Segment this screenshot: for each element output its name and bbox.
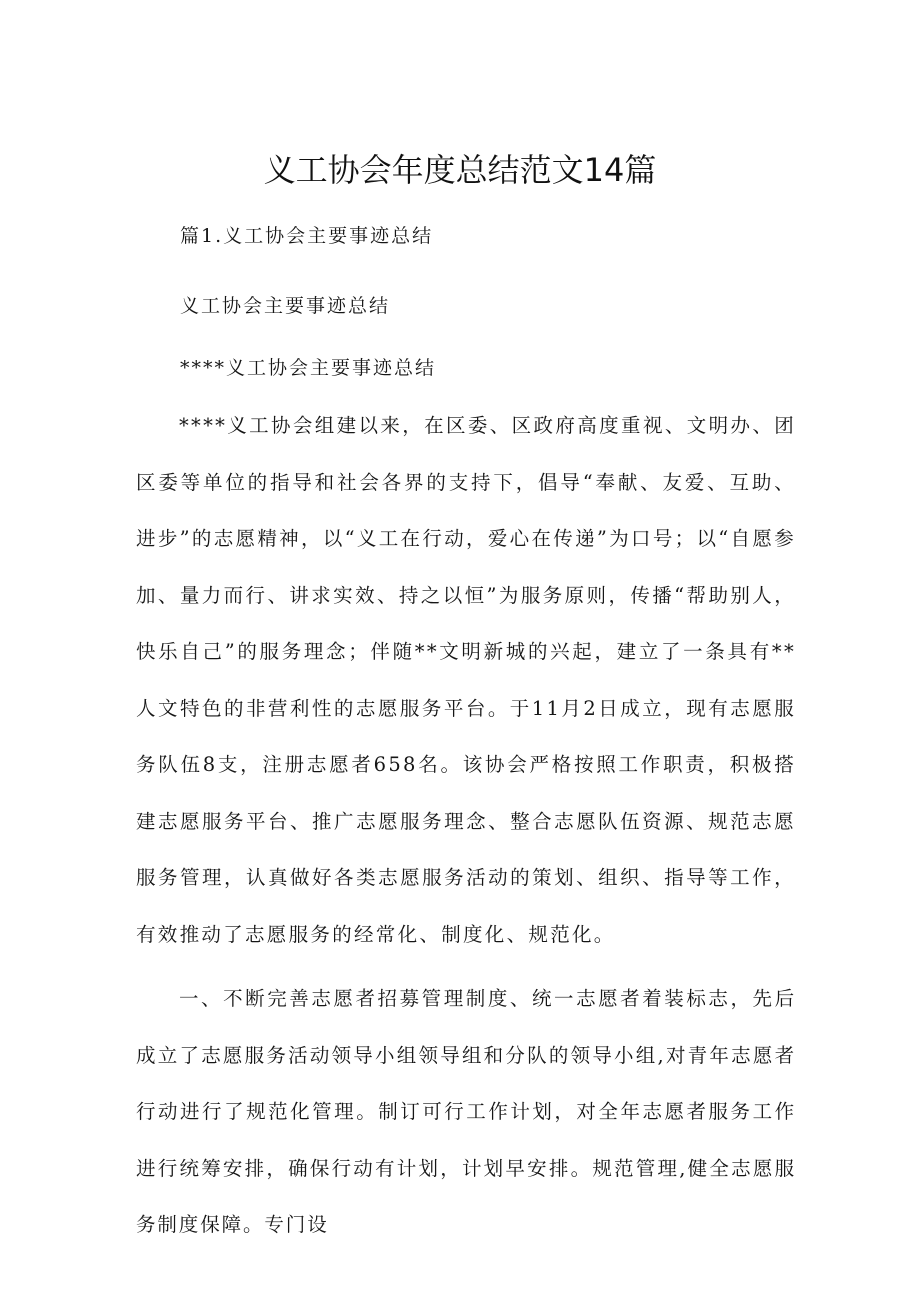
paragraph-section-1: 一、不断完善志愿者招募管理制度、统一志愿者着装标志，先后成立了志愿服务活动领导小组领导组和分队的领导小组,对青年志愿者行动进行了规范化管理。制订可行工作计划，对全年志愿者服务工作进行统筹安排，确保行动有计划，计划早安排。规范管理,健全志愿服务制度保障。专门设 [136,987,796,1236]
document-title: 义工协会年度总结范文14篇 [263,151,657,189]
section-heading: 篇1.义工协会主要事迹总结 [180,225,434,247]
paragraph-intro: ****义工协会组建以来，在区委、区政府高度重视、文明办、团区委等单位的指导和社会各界的支持下，倡导“奉献、友爱、互助、进步”的志愿精神，以“义工在行动，爱心在传递”为口号；以“自愿参加、量力而行、讲求实效、持之以恒”为服务原则，传播“帮助别人，快乐自己”的服务理念；伴随**文明新城的兴起，建立了一条具有**人文特色的非营利性的志愿服务平台。于11月2日成立，现有志愿服务队伍8支，注册志愿者658名。该协会严格按照工作职责，积极搭建志愿服务平台、推广志愿服务理念、整合志愿队伍资源、规范志愿服务管理，认真做好各类志愿服务活动的策划、组织、指导等工作，有效推动了志愿服务的经常化、制度化、规范化。 [136,414,796,946]
sub-title-2: ****义工协会主要事迹总结 [180,357,437,379]
sub-title: 义工协会主要事迹总结 [180,295,391,317]
